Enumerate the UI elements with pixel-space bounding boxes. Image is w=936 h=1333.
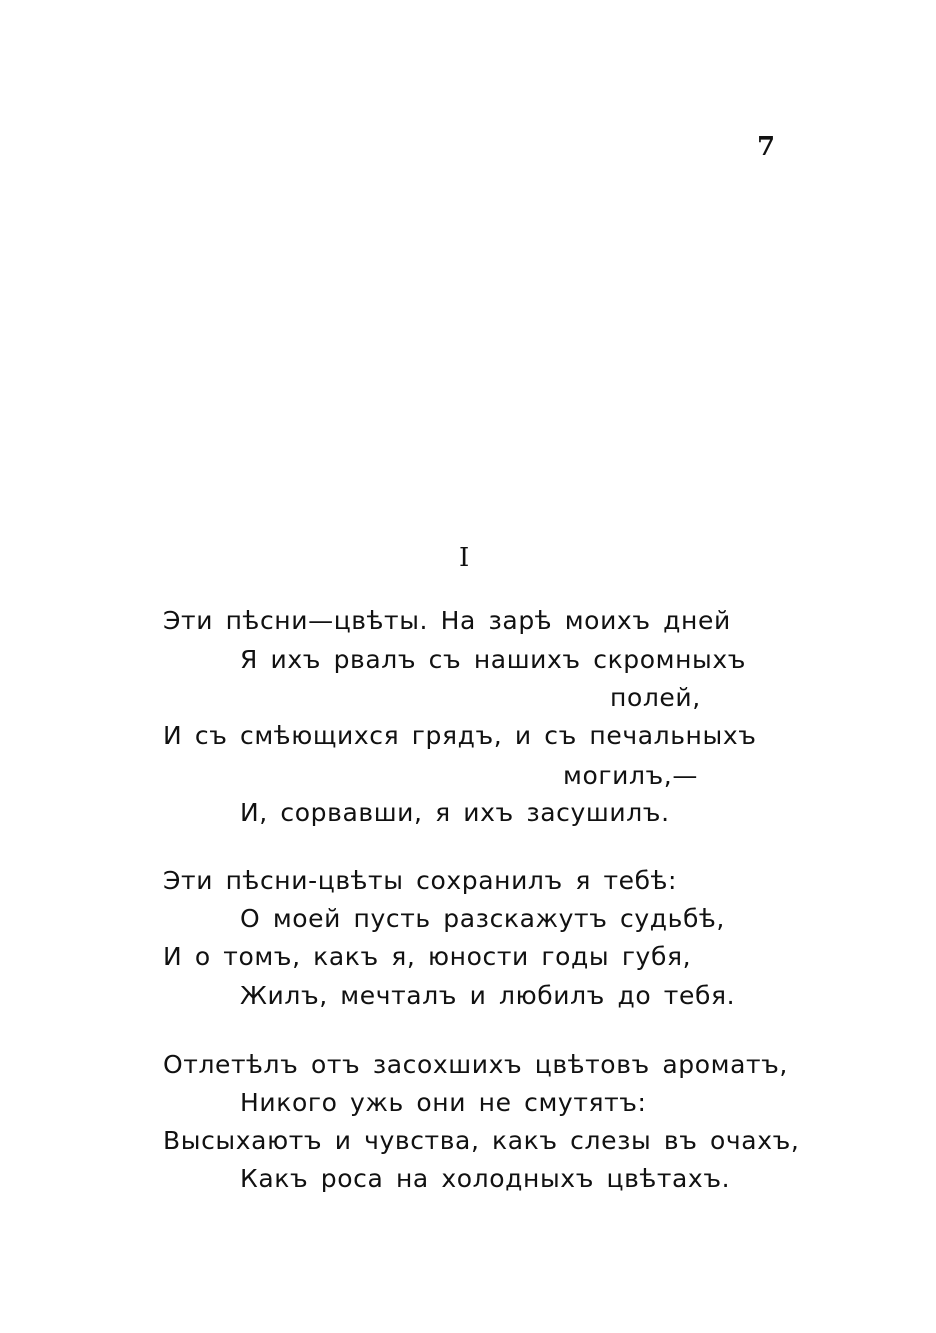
poem-line: И съ смѣющихся грядъ, и съ печальныхъ (163, 721, 757, 750)
poem-line: Отлетѣлъ отъ засохшихъ цвѣтовъ ароматъ, (163, 1050, 788, 1079)
poem-line: Эти пѣсни-цвѣты сохранилъ я тебѣ: (163, 866, 678, 895)
poem-line: Жилъ, мечталъ и любилъ до тебя. (240, 981, 736, 1010)
poem-line: О моей пусть разскажутъ судьбѣ, (240, 904, 725, 933)
page-number: 7 (757, 132, 776, 162)
poem-line: И, сорвавши, я ихъ засушилъ. (240, 798, 670, 827)
poem-line: И о томъ, какъ я, юности годы губя, (163, 942, 692, 971)
poem-line: Никого ужь они не смутятъ: (240, 1088, 647, 1117)
section-numeral: I (459, 543, 470, 573)
poem-line: Я ихъ рвалъ съ нашихъ скромныхъ (240, 645, 747, 674)
poem-line: Какъ роса на холодныхъ цвѣтахъ. (240, 1164, 731, 1193)
poem-line: Эти пѣсни—цвѣты. На зарѣ моихъ дней (163, 606, 731, 635)
poem-line: Высыхаютъ и чувства, какъ слезы въ очахъ, (163, 1126, 800, 1155)
poem-line-continuation: могилъ,— (563, 761, 698, 790)
poem-line-continuation: полей, (610, 683, 701, 712)
